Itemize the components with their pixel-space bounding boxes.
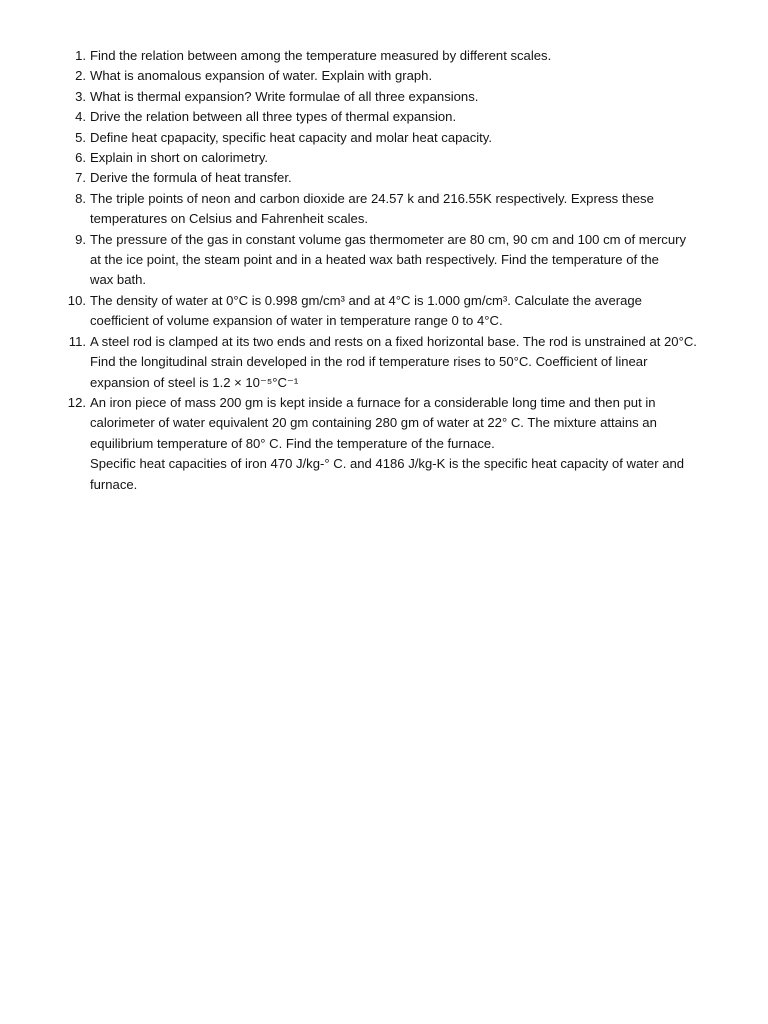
question-text	[90, 230, 728, 291]
question-line: wax bath.	[90, 272, 147, 288]
question-item	[60, 87, 728, 107]
question-line: The density of water at 0°C is 0.998 gm/cm³ and at 4°C is 1.000 gm/cm³. Calculate the average	[90, 292, 642, 308]
question-number: 9.	[75, 231, 86, 247]
question-item	[60, 168, 728, 188]
question-line: An iron piece of mass 200 gm is kept inside a furnace for a considerable long time and then put in	[90, 394, 656, 410]
question-number: 11.	[68, 333, 86, 349]
question-line: The pressure of the gas in constant volume gas thermometer are 80 cm, 90 cm and 100 cm of mercury	[90, 231, 687, 247]
question-list	[60, 46, 728, 495]
question-line: furnace.	[90, 476, 138, 492]
question-number: 5.	[75, 129, 86, 145]
question-text	[90, 393, 728, 495]
question-item	[60, 46, 728, 66]
question-item	[60, 66, 728, 86]
question-line: Find the longitudinal strain developed in the rod if temperature rises to 50°C. Coefficient of linear	[90, 354, 648, 370]
question-item	[60, 393, 728, 495]
question-item	[60, 230, 728, 291]
question-number: 7.	[75, 170, 86, 186]
question-line: at the ice point, the steam point and in a heated wax bath respectively. Find the temperature of the	[90, 252, 659, 268]
question-line: Derive the formula of heat transfer.	[90, 170, 292, 186]
question-line: temperatures on Celsius and Fahrenheit scales.	[90, 211, 369, 227]
question-number: 2.	[75, 68, 86, 84]
question-number: 10.	[67, 292, 86, 308]
question-number: 8.	[75, 190, 86, 206]
question-line: calorimeter of water equivalent 20 gm containing 280 gm of water at 22° C. The mixture attains an	[90, 415, 657, 431]
question-number: 1.	[75, 48, 86, 63]
question-line: equilibrium temperature of 80° C. Find the temperature of the furnace.	[90, 435, 495, 451]
question-item	[60, 107, 728, 127]
question-item	[60, 332, 728, 393]
question-item	[60, 291, 728, 332]
question-number: 4.	[75, 109, 86, 125]
question-text	[90, 332, 728, 393]
question-item	[60, 128, 728, 148]
question-number: 6.	[75, 150, 86, 166]
question-text	[90, 87, 728, 107]
question-item	[60, 148, 728, 168]
question-line: Explain in short on calorimetry.	[90, 150, 269, 166]
question-line: A steel rod is clamped at its two ends and rests on a fixed horizontal base. The rod is unstrained at 20°C.	[90, 333, 697, 349]
question-line: Find the relation between among the temperature measured by different scales.	[90, 48, 552, 63]
question-number: 3.	[75, 88, 86, 104]
question-text	[90, 128, 728, 148]
question-text	[90, 189, 728, 230]
question-number: 12.	[67, 394, 86, 410]
question-line: expansion of steel is 1.2 × 10⁻⁵°C⁻¹	[90, 374, 299, 390]
question-text	[90, 148, 728, 168]
question-line: What is thermal expansion? Write formulae of all three expansions.	[90, 88, 479, 104]
question-line: coefficient of volume expansion of water in temperature range 0 to 4°C.	[90, 313, 503, 329]
question-line: The triple points of neon and carbon dioxide are 24.57 k and 216.55K respectively. Express these	[90, 190, 654, 206]
question-line: Define heat cpapacity, specific heat capacity and molar heat capacity.	[90, 129, 493, 145]
question-text	[90, 291, 728, 332]
question-text	[90, 168, 728, 188]
question-text	[90, 46, 728, 66]
question-line: Drive the relation between all three types of thermal expansion.	[90, 109, 457, 125]
question-line: What is anomalous expansion of water. Explain with graph.	[90, 68, 433, 84]
question-line: Specific heat capacities of iron 470 J/kg-° C. and 4186 J/kg-K is the specific heat capacity of water and	[90, 456, 685, 472]
question-text	[90, 66, 728, 86]
question-item	[60, 189, 728, 230]
question-text	[90, 107, 728, 127]
